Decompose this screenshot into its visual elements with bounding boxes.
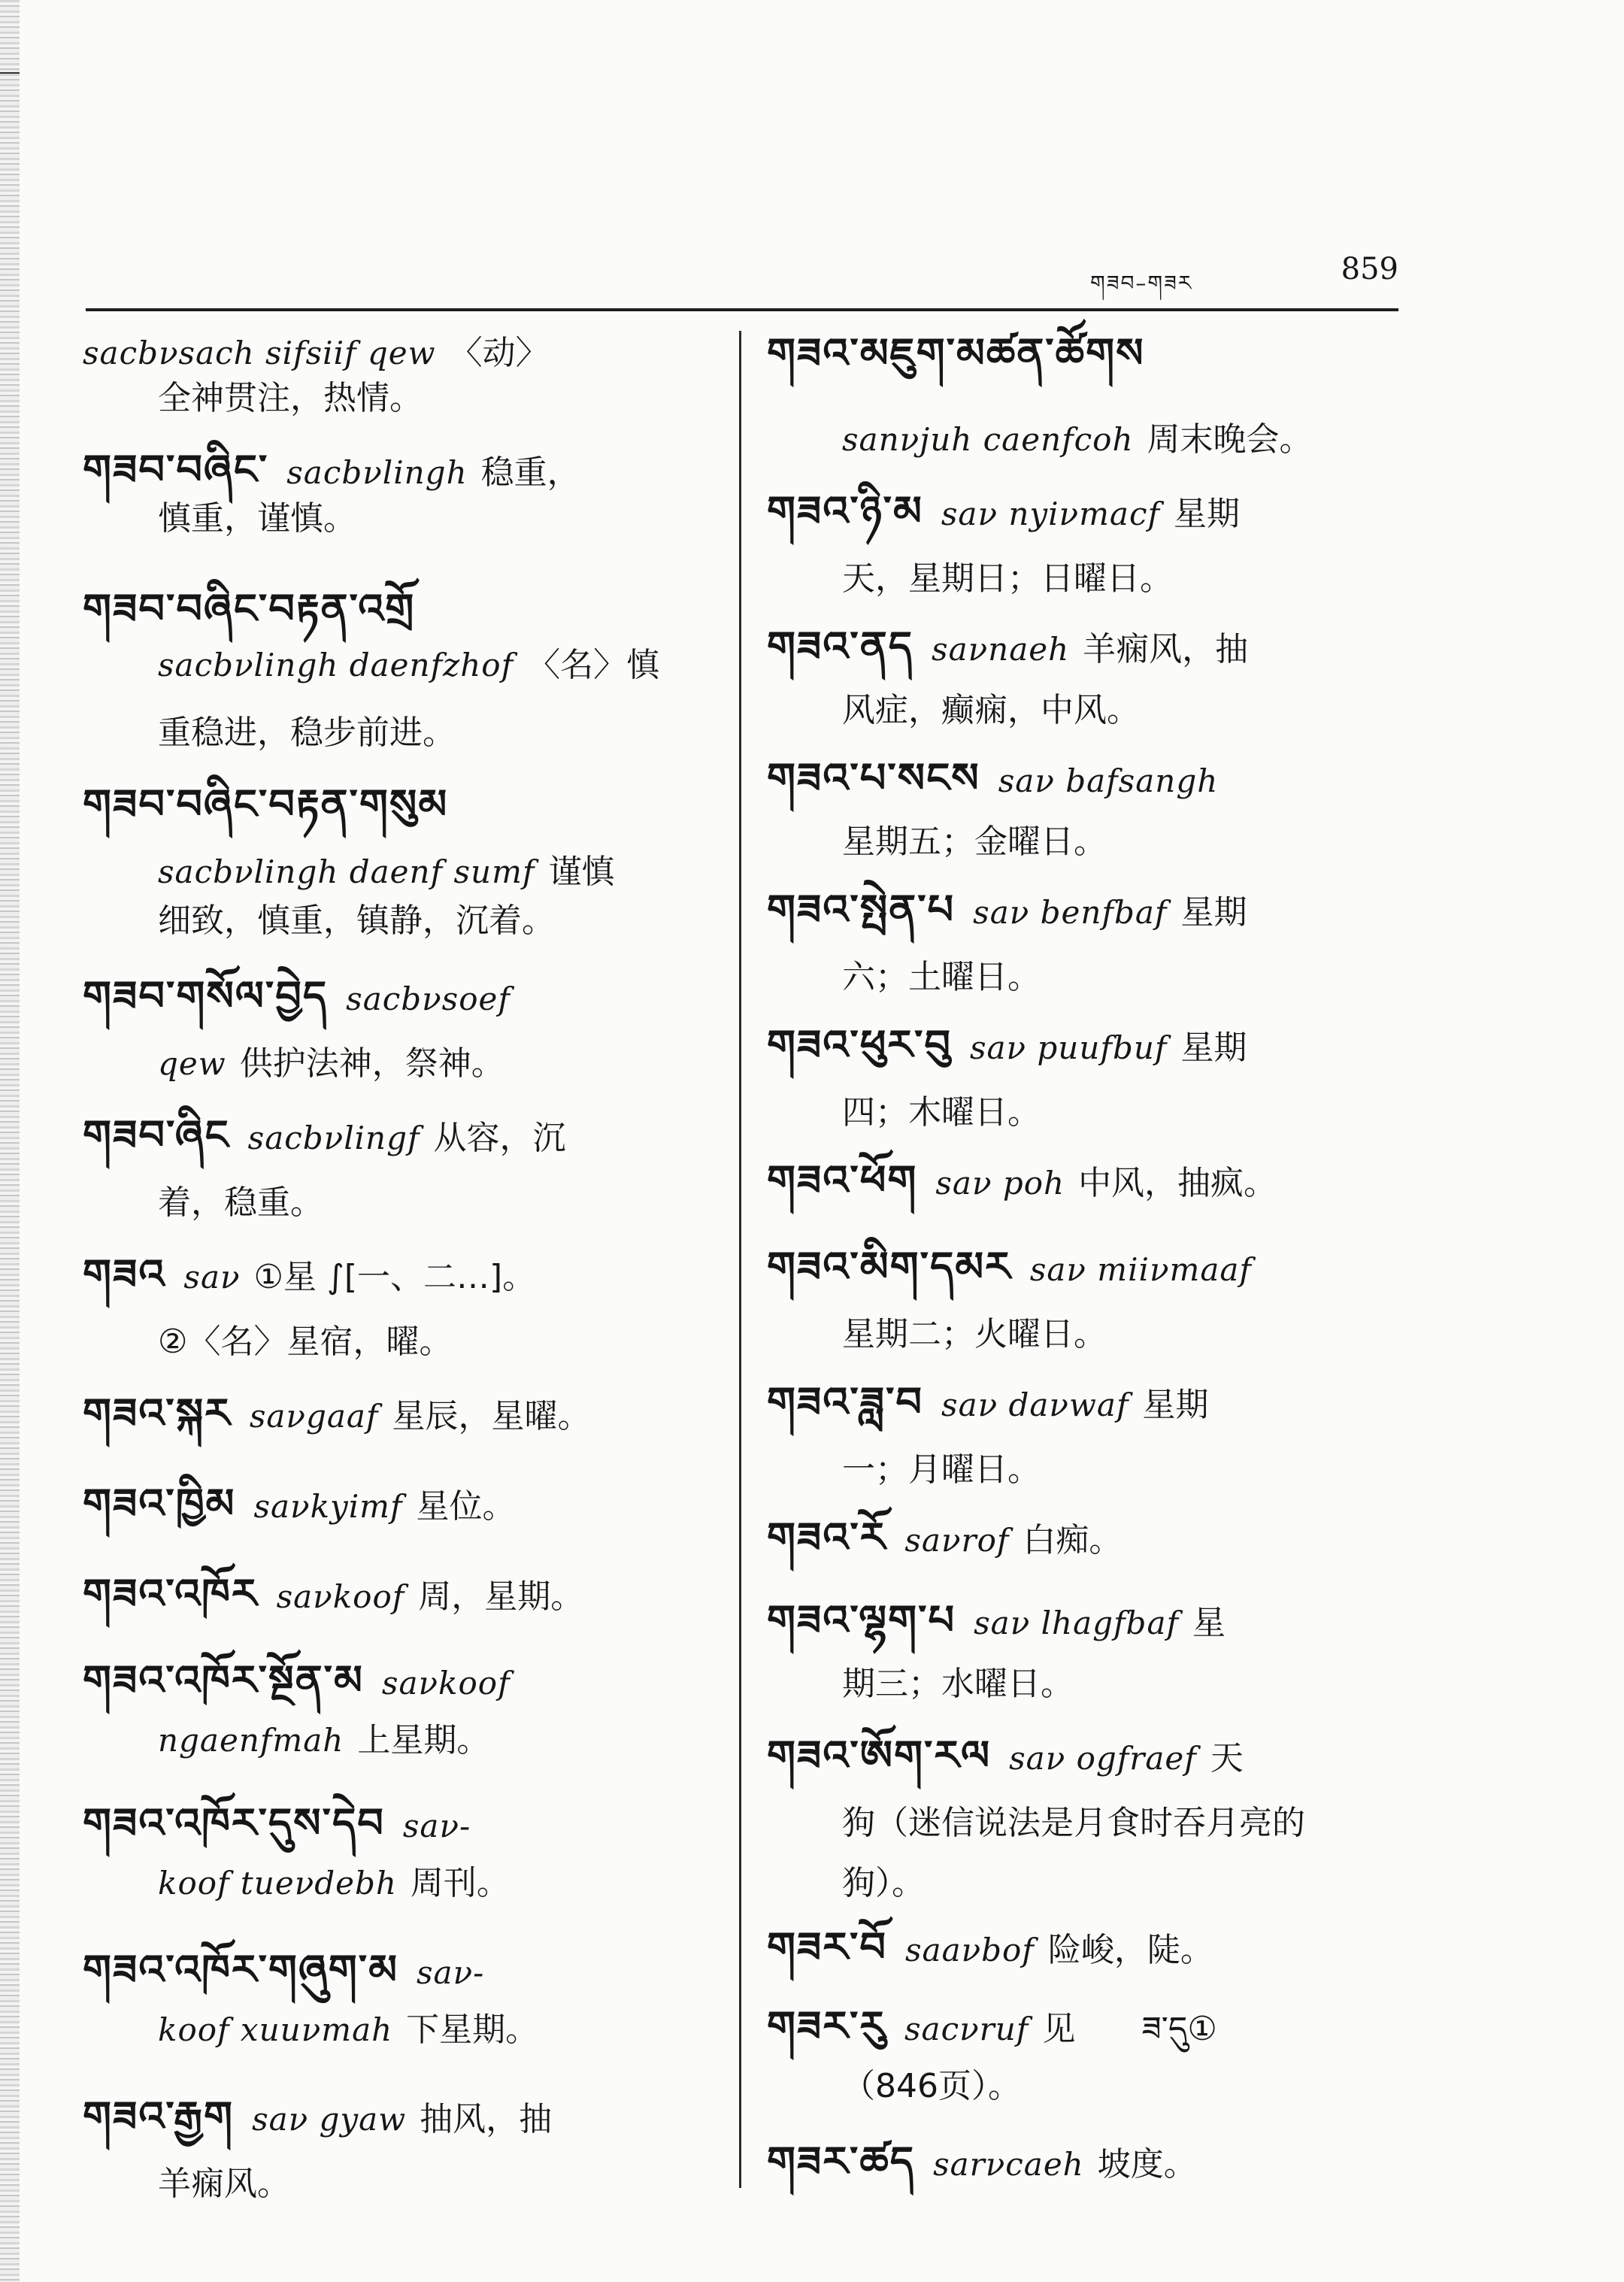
tibetan-headword: གཟའ xyxy=(83,1250,166,1298)
entry-line xyxy=(767,1515,1122,1563)
entry-continuation xyxy=(158,1718,489,1763)
chinese-definition: 星 xyxy=(1192,1604,1226,1642)
entry-continuation xyxy=(842,2064,1021,2109)
chinese-definition: 从容，沉 xyxy=(433,1119,566,1157)
romanization: saaνbof xyxy=(904,1932,1035,1968)
chinese-definition: 羊痫风，抽 xyxy=(1083,630,1249,668)
entry-line xyxy=(83,974,524,1022)
tibetan-headword: གཟའ་མཇུག་མཚན་ཚོགས xyxy=(767,329,1145,377)
tibetan-headword: གཟའ་མིག་དམར xyxy=(767,1243,1012,1290)
chinese-definition: 上星期。 xyxy=(357,1721,490,1759)
romanization: sarνcaeh xyxy=(933,2146,1084,2183)
entry-line xyxy=(767,1598,1226,1646)
tibetan-headword: གཟའ་ལྷག་པ xyxy=(767,1596,956,1644)
chinese-definition: 稳重， xyxy=(480,453,580,492)
chinese-definition: 谨慎 xyxy=(548,853,615,891)
entry-continuation xyxy=(158,376,423,421)
book-binding-edge xyxy=(0,0,20,2282)
romanization: saν benfbaf xyxy=(973,894,1168,931)
tibetan-headword: གཟའ་ཕོག xyxy=(767,1156,918,1204)
romanization: saν lhagfbaf xyxy=(974,1605,1180,1641)
chinese-definition: 星期 xyxy=(1180,893,1247,932)
chinese-definition: 一；月曜日。 xyxy=(842,1450,1041,1489)
tibetan-headword: གཟའ་པ་སངས xyxy=(767,754,980,802)
chinese-definition: 重稳进，稳步前进。 xyxy=(158,714,456,752)
romanization: saν gyaw xyxy=(252,2101,407,2138)
chinese-definition: ①星 ∫[一、二…]。 xyxy=(253,1258,536,1296)
entry-line xyxy=(83,1571,583,1620)
entry-continuation xyxy=(158,850,614,895)
entry-line xyxy=(83,1391,590,1439)
entry-line xyxy=(767,1158,1277,1206)
chinese-definition: 慎重，谨慎。 xyxy=(158,499,356,538)
romanization: koof xuuνmah xyxy=(158,2011,393,2048)
entry-line xyxy=(767,624,1248,672)
chinese-definition: 天，星期日；日曜日。 xyxy=(842,559,1173,598)
chinese-definition: 全神贯注，热情。 xyxy=(158,379,423,417)
tibetan-headword: གཟའ་འཁོར་དུས་དེབ xyxy=(83,1799,385,1847)
chinese-definition: 险峻，陡。 xyxy=(1047,1931,1213,1969)
entry-continuation xyxy=(158,711,456,756)
romanization: saν bafsangh xyxy=(998,762,1219,799)
chinese-definition: 风症，癫痫，中风。 xyxy=(842,691,1140,729)
entry-continuation xyxy=(842,1090,1041,1135)
entry-line xyxy=(767,1733,1244,1781)
entry-continuation xyxy=(842,417,1313,462)
chinese-definition: 见 ཟ་དུ① xyxy=(1042,2010,1217,2048)
romanization: saν- xyxy=(402,1808,471,1844)
entry-continuation xyxy=(158,2008,538,2053)
romanization: sacbνsach sifsiif qew xyxy=(83,335,436,371)
entry-line xyxy=(83,1947,498,1996)
page-header xyxy=(977,252,1398,297)
tibetan-headword: གཟའ་ཁྱིམ xyxy=(83,1480,236,1527)
chinese-definition: 星期五；金曜日。 xyxy=(842,823,1107,861)
tibetan-headword: གཟའ་རྒྱག xyxy=(83,2093,235,2140)
chinese-definition: 星期 xyxy=(1174,495,1241,533)
chinese-definition: 〈动〉 xyxy=(449,334,549,372)
entry-continuation xyxy=(158,643,659,688)
chinese-definition: 抽风，抽 xyxy=(420,2100,553,2138)
tibetan-headword: གཟའ་རོ xyxy=(767,1514,887,1561)
entry-line xyxy=(83,782,466,830)
chinese-definition: 着，稳重。 xyxy=(158,1183,323,1222)
entry-line xyxy=(767,2139,1197,2187)
romanization: sanνjuh caenfcoh xyxy=(842,421,1134,458)
tibetan-headword: གཟའ་ཨོག་རལ xyxy=(767,1732,992,1779)
chinese-definition: 狗）。 xyxy=(842,1864,925,1902)
tibetan-headword: གཟབ་བཞིང་ xyxy=(83,446,269,493)
chinese-definition: 星期二；火曜日。 xyxy=(842,1315,1107,1353)
romanization: sacbνlingh daenf sumf xyxy=(158,853,535,890)
entry-continuation xyxy=(158,496,356,541)
entry-line xyxy=(83,1481,516,1529)
chinese-definition: 周末晚会。 xyxy=(1147,420,1313,459)
entry-line xyxy=(767,1023,1247,1071)
romanization: saν xyxy=(183,1259,241,1296)
tibetan-headword: གཟར་བོ xyxy=(767,1923,887,1971)
chinese-definition: 星期 xyxy=(1180,1029,1247,1067)
entry-line xyxy=(83,447,580,495)
romanization: saνrof xyxy=(904,1522,1010,1559)
entry-line xyxy=(767,2004,1217,2052)
page-number: 859 xyxy=(1341,252,1398,286)
entry-line xyxy=(83,1658,524,1706)
entry-continuation xyxy=(842,1447,1041,1493)
romanization: sacνruf xyxy=(904,2011,1029,2047)
romanization: saν daνwaf xyxy=(941,1386,1129,1423)
entry-line xyxy=(767,489,1240,537)
chinese-definition: （846页）。 xyxy=(842,2067,1021,2105)
chinese-definition: 星辰，星曜。 xyxy=(392,1397,591,1435)
column-divider xyxy=(739,331,741,2188)
chinese-definition: 六；土曜日。 xyxy=(842,958,1041,996)
header-rule xyxy=(86,308,1398,311)
chinese-definition: ②〈名〉星宿，曜。 xyxy=(158,1323,453,1361)
tibetan-headword: གཟའ་ཟླ་བ xyxy=(767,1378,924,1426)
chinese-definition: 下星期。 xyxy=(406,2011,539,2049)
entry-continuation xyxy=(158,1861,510,1906)
entry-line xyxy=(83,331,549,376)
tibetan-headword: གཟབ་བཞིང་བརྟན་འགྲོ xyxy=(83,585,416,632)
tibetan-headword: གཟའ་འཁོར xyxy=(83,1570,259,1617)
edge-mark xyxy=(0,72,20,74)
entry-continuation xyxy=(842,1662,1074,1707)
entry-line xyxy=(767,887,1247,935)
tibetan-headword: གཟར་ཚད xyxy=(767,2138,916,2185)
chinese-definition: 周，星期。 xyxy=(418,1577,584,1616)
entry-continuation xyxy=(158,1180,323,1226)
entry-continuation xyxy=(842,556,1173,602)
tibetan-headword: གཟའ་ཉི་མ xyxy=(767,487,923,535)
entry-line xyxy=(83,1113,566,1161)
chinese-definition: 四；木曜日。 xyxy=(842,1093,1041,1132)
chinese-definition: 〈名〉慎 xyxy=(527,646,660,684)
entry-line xyxy=(83,1252,535,1300)
tibetan-headword: གཟའ་ཕུར་བུ xyxy=(767,1021,952,1068)
tibetan-headword: གཟའ་སྤེན་པ xyxy=(767,886,956,933)
header-entry-range: གཟབ–གཟར xyxy=(1090,271,1193,295)
chinese-definition: 天 xyxy=(1210,1739,1244,1777)
entry-line xyxy=(767,1925,1213,1973)
chinese-definition: 星位。 xyxy=(416,1487,516,1526)
tibetan-headword: གཟབ་གསོལ་བྱེད xyxy=(83,972,329,1020)
romanization: sacbνlingh daenfzhof xyxy=(158,647,514,683)
entry-continuation xyxy=(158,2162,290,2207)
chinese-definition: 细致，慎重，镇静，沉着。 xyxy=(158,902,555,940)
romanization: saν ogfraef xyxy=(1009,1740,1197,1777)
romanization: sacbνlingh xyxy=(286,454,468,491)
entry-continuation xyxy=(842,1861,925,1906)
entry-line xyxy=(83,2094,552,2142)
tibetan-headword: གཟའ་སྐར xyxy=(83,1390,232,1437)
romanization: sacbνsoef xyxy=(346,980,511,1017)
chinese-definition: 狗（迷信说法是月食时吞月亮的 xyxy=(842,1804,1305,1842)
entry-continuation xyxy=(158,899,555,944)
romanization: ngaenfmah xyxy=(158,1722,344,1759)
romanization: saν poh xyxy=(935,1165,1065,1202)
romanization: saν puufbuf xyxy=(969,1029,1168,1066)
tibetan-headword: གཟབ་བཞིང་བརྟན་གསུམ xyxy=(83,780,449,828)
romanization: saν miiνmaaf xyxy=(1029,1251,1252,1288)
chinese-definition: 周刊。 xyxy=(410,1864,510,1902)
chinese-definition: 供护法神，祭神。 xyxy=(239,1044,504,1083)
romanization: saνkoof xyxy=(276,1578,405,1615)
romanization: qew xyxy=(158,1045,226,1082)
entry-line xyxy=(767,331,1163,379)
entry-continuation xyxy=(842,955,1041,1000)
entry-line xyxy=(83,1801,484,1849)
romanization: sacbνlingf xyxy=(247,1120,420,1156)
tibetan-headword: གཟབ་ཞིང xyxy=(83,1111,230,1159)
chinese-definition: 中风，抽疯。 xyxy=(1078,1164,1277,1202)
entry-line xyxy=(767,756,1232,804)
entry-continuation xyxy=(842,820,1107,865)
romanization: koof tueνdebh xyxy=(158,1865,397,1902)
chinese-definition: 星期 xyxy=(1142,1386,1209,1424)
romanization: saνkyimf xyxy=(253,1488,403,1525)
entry-continuation xyxy=(842,1312,1107,1357)
romanization: saν nyiνmacf xyxy=(941,495,1161,532)
tibetan-headword: གཟའ་འཁོར་སྔོན་མ xyxy=(83,1656,364,1704)
tibetan-headword: གཟར་རུ xyxy=(767,2002,886,2050)
entry-continuation xyxy=(158,1320,452,1365)
chinese-definition: 羊痫风。 xyxy=(158,2165,290,2203)
entry-continuation xyxy=(842,688,1140,733)
romanization: saνkoof xyxy=(381,1665,511,1702)
tibetan-headword: གཟའ་འཁོར་གཞུག་མ xyxy=(83,1946,398,1993)
chinese-definition: 期三；水曜日。 xyxy=(842,1665,1074,1703)
entry-line xyxy=(767,1380,1209,1428)
romanization: saνnaeh xyxy=(932,631,1070,668)
chinese-definition: 坡度。 xyxy=(1097,2145,1197,2184)
chinese-definition: 白痴。 xyxy=(1023,1521,1123,1559)
entry-line xyxy=(767,1244,1265,1293)
tibetan-headword: གཟའ་ནད xyxy=(767,623,914,670)
romanization: saνgaaf xyxy=(249,1398,379,1435)
entry-continuation xyxy=(158,1041,504,1086)
romanization: saν- xyxy=(416,1954,485,1991)
entry-line xyxy=(83,586,433,635)
entry-continuation xyxy=(842,1801,1305,1846)
